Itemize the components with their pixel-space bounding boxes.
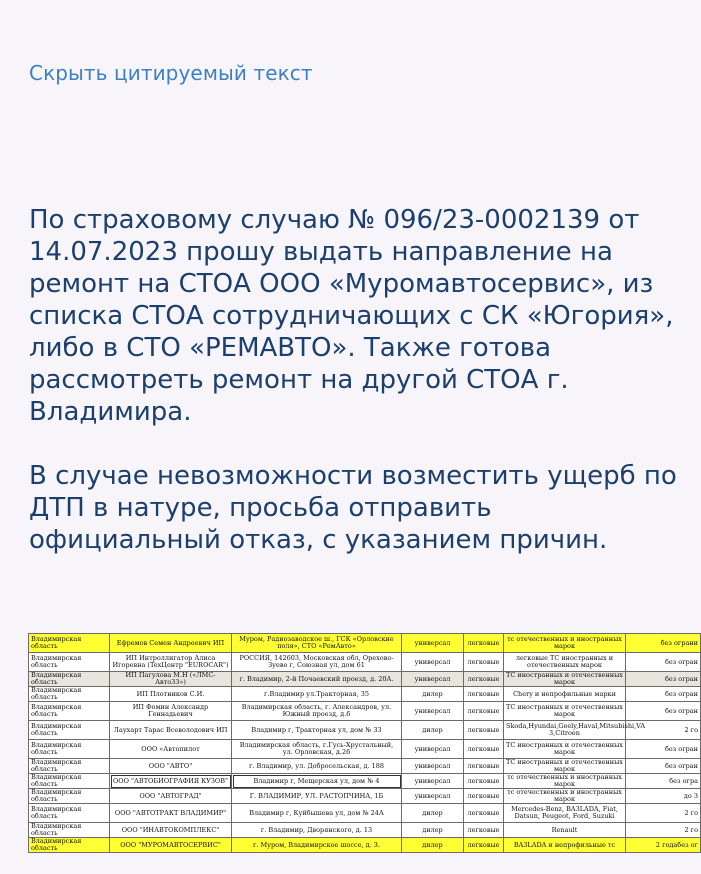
service-stations-table — [28, 633, 701, 853]
region-cell: Владимирская область — [29, 838, 110, 853]
station-name-cell: ООО "АВТО" — [110, 759, 232, 774]
limit-cell: без огран — [626, 740, 701, 759]
brands-cell: Mercedes-Benz, BA3LADA, Fiat, Datsun, Peugeot, Ford, Suzuki — [504, 804, 626, 823]
address-cell: Г. ВЛАДИМИР, УЛ. РАСТОПЧИНА, 1Б — [232, 789, 402, 804]
station-name-cell: ИП Плотников С.И. — [110, 687, 232, 702]
type-cell: универсал — [402, 634, 464, 653]
region-cell: Владимирская область — [29, 687, 110, 702]
table-row — [29, 804, 701, 823]
station-name-cell: ИП Пагулова М.Н («ЛМС-Авто33») — [110, 672, 232, 687]
vehicle-cell: легковые — [464, 804, 504, 823]
address-cell: Владимир г, Мещерская ул, дом № 4 — [232, 774, 402, 789]
table-row — [29, 672, 701, 687]
hide-quoted-text-link[interactable]: Скрыть цитируемый текст — [29, 61, 313, 85]
email-paragraph-request: По страховому случаю № 096/23-0002139 от 14.07.2023 прошу выдать направление на ремонт на СТОА ООО «Муромавтосервис», из списка СТОА сотрудничающих с СК «Югория», либо в СТО «РЕМАВТО». Также готова рассмотреть ремонт на другой СТОА г. Владимира. — [29, 205, 674, 427]
region-cell: Владимирская область — [29, 702, 110, 721]
vehicle-cell: легковые — [464, 838, 504, 853]
region-cell: Владимирская область — [29, 804, 110, 823]
limit-cell: 2 го — [626, 804, 701, 823]
limit-cell: без огран — [626, 759, 701, 774]
brands-cell: легковые ТС иностранных и отечественных марок — [504, 653, 626, 672]
type-cell: универсал — [402, 759, 464, 774]
table-row — [29, 789, 701, 804]
region-cell: Владимирская область — [29, 740, 110, 759]
address-cell: Владимир г, Тракторная ул, дом № 33 — [232, 721, 402, 740]
type-cell: дилер — [402, 687, 464, 702]
vehicle-cell: легковые — [464, 759, 504, 774]
table-row — [29, 774, 701, 789]
limit-cell: 2 годабез ог — [626, 838, 701, 853]
station-name-cell: ООО «Автопилот — [110, 740, 232, 759]
station-name-cell: ИП Интроллигатор Алиса Игоревна (TexЦентр "EUROCAR") — [110, 653, 232, 672]
region-cell: Владимирская область — [29, 823, 110, 838]
vehicle-cell: легковые — [464, 823, 504, 838]
brands-cell: тс отечественных и иностранных марок — [504, 774, 626, 789]
limit-cell: без огра — [626, 774, 701, 789]
brands-cell: тс отечественных и иностранных марок — [504, 634, 626, 653]
limit-cell: до 3 — [626, 789, 701, 804]
address-cell: г.Владимир ул.Тракторная, 35 — [232, 687, 402, 702]
address-cell: г. Владимир, 2-й Почаевский проезд, д. 20А. — [232, 672, 402, 687]
table-row — [29, 740, 701, 759]
type-cell: универсал — [402, 702, 464, 721]
type-cell: дилер — [402, 838, 464, 853]
table-row — [29, 634, 701, 653]
address-cell: Владимир г, Куйбышева ул, дом № 24А — [232, 804, 402, 823]
region-cell: Владимирская область — [29, 634, 110, 653]
address-cell: Владимирская область, г. Александров, ул. Южный проезд, д.6 — [232, 702, 402, 721]
region-cell: Владимирская область — [29, 672, 110, 687]
table-row — [29, 838, 701, 853]
type-cell: дилер — [402, 804, 464, 823]
vehicle-cell: легковые — [464, 687, 504, 702]
vehicle-cell: легковые — [464, 672, 504, 687]
type-cell: универсал — [402, 789, 464, 804]
brands-cell: ТС иностранных и отечественных марок — [504, 740, 626, 759]
limit-cell: без ограни — [626, 634, 701, 653]
type-cell: универсал — [402, 740, 464, 759]
type-cell: дилер — [402, 823, 464, 838]
address-cell: г. Владимир, Дворянского, д. 13 — [232, 823, 402, 838]
vehicle-cell: легковые — [464, 774, 504, 789]
table-row — [29, 702, 701, 721]
address-cell: г. Муром, Владимирское шоссе, д. 3. — [232, 838, 402, 853]
station-name-cell: ООО "АВТОБИОГРАФИЯ КУЗОВ" — [110, 774, 232, 789]
address-cell: РОССИЯ, 142603, Московская обл, Орехово-Зуево г, Союзная ул, дом 61 — [232, 653, 402, 672]
region-cell: Владимирская область — [29, 774, 110, 789]
station-name-cell: Лаухарт Тарас Всеволодович ИП — [110, 721, 232, 740]
limit-cell: без огран — [626, 687, 701, 702]
address-cell: Владимирская область, г.Гусь-Хрустальный, ул. Орловская, д.26 — [232, 740, 402, 759]
table-row — [29, 759, 701, 774]
type-cell: дилер — [402, 721, 464, 740]
vehicle-cell: легковые — [464, 653, 504, 672]
brands-cell: ТС иностранных и отечественных марок — [504, 702, 626, 721]
brands-cell: тс отечественных и иностранных марок — [504, 789, 626, 804]
address-cell: Муром, Радиозаводское ш., ГСК «Орловские поля», СТО «РемАвто» — [232, 634, 402, 653]
station-name-cell: Ефремов Семен Андреевич ИП — [110, 634, 232, 653]
brands-cell: Chery и непрофильные марки — [504, 687, 626, 702]
station-name-cell: ООО "ИНАВТОКОМПЛЕКС" — [110, 823, 232, 838]
limit-cell: без огран — [626, 653, 701, 672]
region-cell: Владимирская область — [29, 653, 110, 672]
limit-cell: без огран — [626, 702, 701, 721]
vehicle-cell: легковые — [464, 789, 504, 804]
address-cell: г. Владимир, ул. Добросельская, д. 188 — [232, 759, 402, 774]
type-cell: универсал — [402, 774, 464, 789]
region-cell: Владимирская область — [29, 721, 110, 740]
vehicle-cell: легковые — [464, 702, 504, 721]
brands-cell: BA3LADA и непрофильные тс — [504, 838, 626, 853]
table-row — [29, 721, 701, 740]
vehicle-cell: легковые — [464, 721, 504, 740]
table-row — [29, 823, 701, 838]
limit-cell: 2 го — [626, 721, 701, 740]
vehicle-cell: легковые — [464, 634, 504, 653]
limit-cell: без огран — [626, 672, 701, 687]
brands-cell: Renault — [504, 823, 626, 838]
table-row — [29, 687, 701, 702]
brands-cell: ТС иностранных и отечественных марок — [504, 672, 626, 687]
station-name-cell: ООО "АВТОТРАКТ ВЛАДИМИР" — [110, 804, 232, 823]
region-cell: Владимирская область — [29, 759, 110, 774]
type-cell: универсал — [402, 672, 464, 687]
station-name-cell: ООО "АВТОГРАД" — [110, 789, 232, 804]
brands-cell: Skoda,Hyundai,Geely,Haval,Mitsubishi,VA 3,Citroen — [504, 721, 626, 740]
email-paragraph-refusal: В случае невозможности возместить ущерб по ДТП в натуре, просьба отправить официальный отказ, с указанием причин. — [29, 461, 677, 555]
limit-cell: 2 го — [626, 823, 701, 838]
region-cell: Владимирская область — [29, 789, 110, 804]
type-cell: универсал — [402, 653, 464, 672]
brands-cell: ТС иностранных и отечественных марок — [504, 759, 626, 774]
station-name-cell: ИП Фомин Александр Геннадьевич — [110, 702, 232, 721]
vehicle-cell: легковые — [464, 740, 504, 759]
table-row — [29, 653, 701, 672]
station-name-cell: ООО "МУРОМАВТОСЕРВИС" — [110, 838, 232, 853]
